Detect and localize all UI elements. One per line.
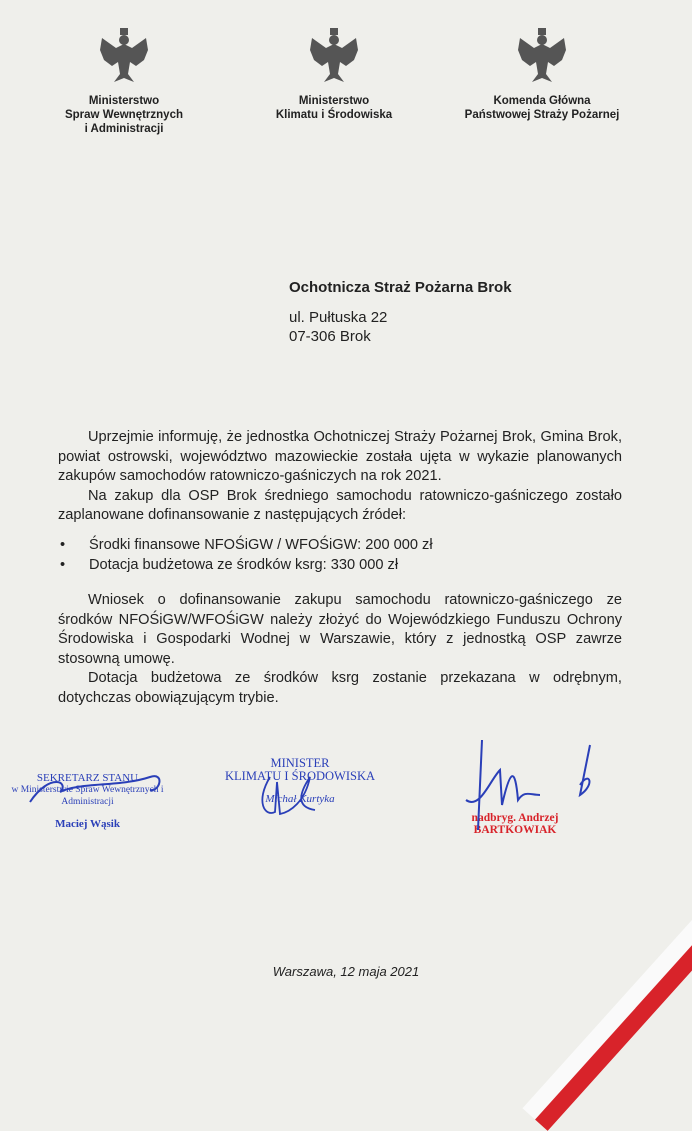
signature-bartkowiak xyxy=(430,812,600,836)
addressee-name: Ochotnicza Straż Pożarna Brok xyxy=(289,279,512,296)
addressee-street: ul. Pułtuska 22 xyxy=(289,309,388,326)
header-kgpsp xyxy=(452,28,632,122)
funding-list xyxy=(58,535,622,575)
addressee-city: 07-306 Brok xyxy=(289,328,371,345)
signature-title: MINISTER xyxy=(270,756,330,770)
polish-eagle-icon xyxy=(516,28,568,84)
header-mkis xyxy=(264,28,404,122)
polish-eagle-icon xyxy=(308,28,360,84)
header-line: Klimatu i Środowiska xyxy=(275,109,393,121)
letter-body xyxy=(58,428,622,709)
signature-subtitle: KLIMATU I ŚRODOWISKA xyxy=(225,769,375,783)
signature-title: SEKRETARZ STANU xyxy=(36,772,139,784)
header-line: Komenda Główna xyxy=(493,95,591,107)
signature-name: Michał Kurtyka xyxy=(265,793,335,805)
handwritten-signature xyxy=(0,762,175,812)
signature-subtitle: w Ministerstwie Spraw Wewnętrznych i Administracji xyxy=(11,785,164,807)
letter-date: Warszawa, 12 maja 2021 xyxy=(272,964,420,979)
national-ribbon xyxy=(522,915,692,1131)
signature-kurtyka xyxy=(215,757,385,806)
header-line: Ministerstwo xyxy=(88,95,160,107)
handwritten-signature xyxy=(430,740,600,840)
header-line: i Administracji xyxy=(84,123,164,135)
polish-eagle-icon xyxy=(98,28,150,84)
signature-wasik xyxy=(0,772,175,830)
paragraph: Dotacja budżetowa ze środków ksrg zostanie przekazana w odrębnym, dotychczas obowiązującym trybie. xyxy=(58,670,622,706)
header-msw xyxy=(54,28,194,136)
paragraph: Uprzejmie informuję, że jednostka Ochotniczej Straży Pożarnej Brok, Gmina Brok, powiat ostrowski, województwo mazowieckie została ujęta w wykazie planowanych zakupów samochodów ratowniczo-gaśniczych na rok 2021. xyxy=(58,429,622,485)
signature-name: nadbryg. Andrzej BARTKOWIAK xyxy=(471,812,559,836)
header-line: Państwowej Straży Pożarnej xyxy=(464,109,620,121)
header-line: Ministerstwo xyxy=(298,95,370,107)
header-line: Spraw Wewnętrznych xyxy=(64,109,183,121)
list-item: • Dotacja budżetowa ze środków ksrg: 330 000 zł xyxy=(58,555,622,575)
signature-name: Maciej Wąsik xyxy=(55,818,120,830)
paragraph: Na zakup dla OSP Brok średniego samochodu ratowniczo-gaśniczego zostało zaplanowane dofinansowanie z następujących źródeł: xyxy=(58,487,622,524)
handwritten-signature xyxy=(215,762,385,822)
list-item: • Środki finansowe NFOŚiGW / WFOŚiGW: 200 000 zł xyxy=(58,535,622,555)
paragraph: Wniosek o dofinansowanie zakupu samochodu ratowniczo-gaśniczego ze środków NFOŚiGW/WFOŚiGW należy złożyć do Wojewódzkiego Funduszu Ochrony Środowiska i Gospodarki Wodnej w Warszawie, który z jednostką OSP zawrze stosowną umowę. xyxy=(58,591,622,667)
